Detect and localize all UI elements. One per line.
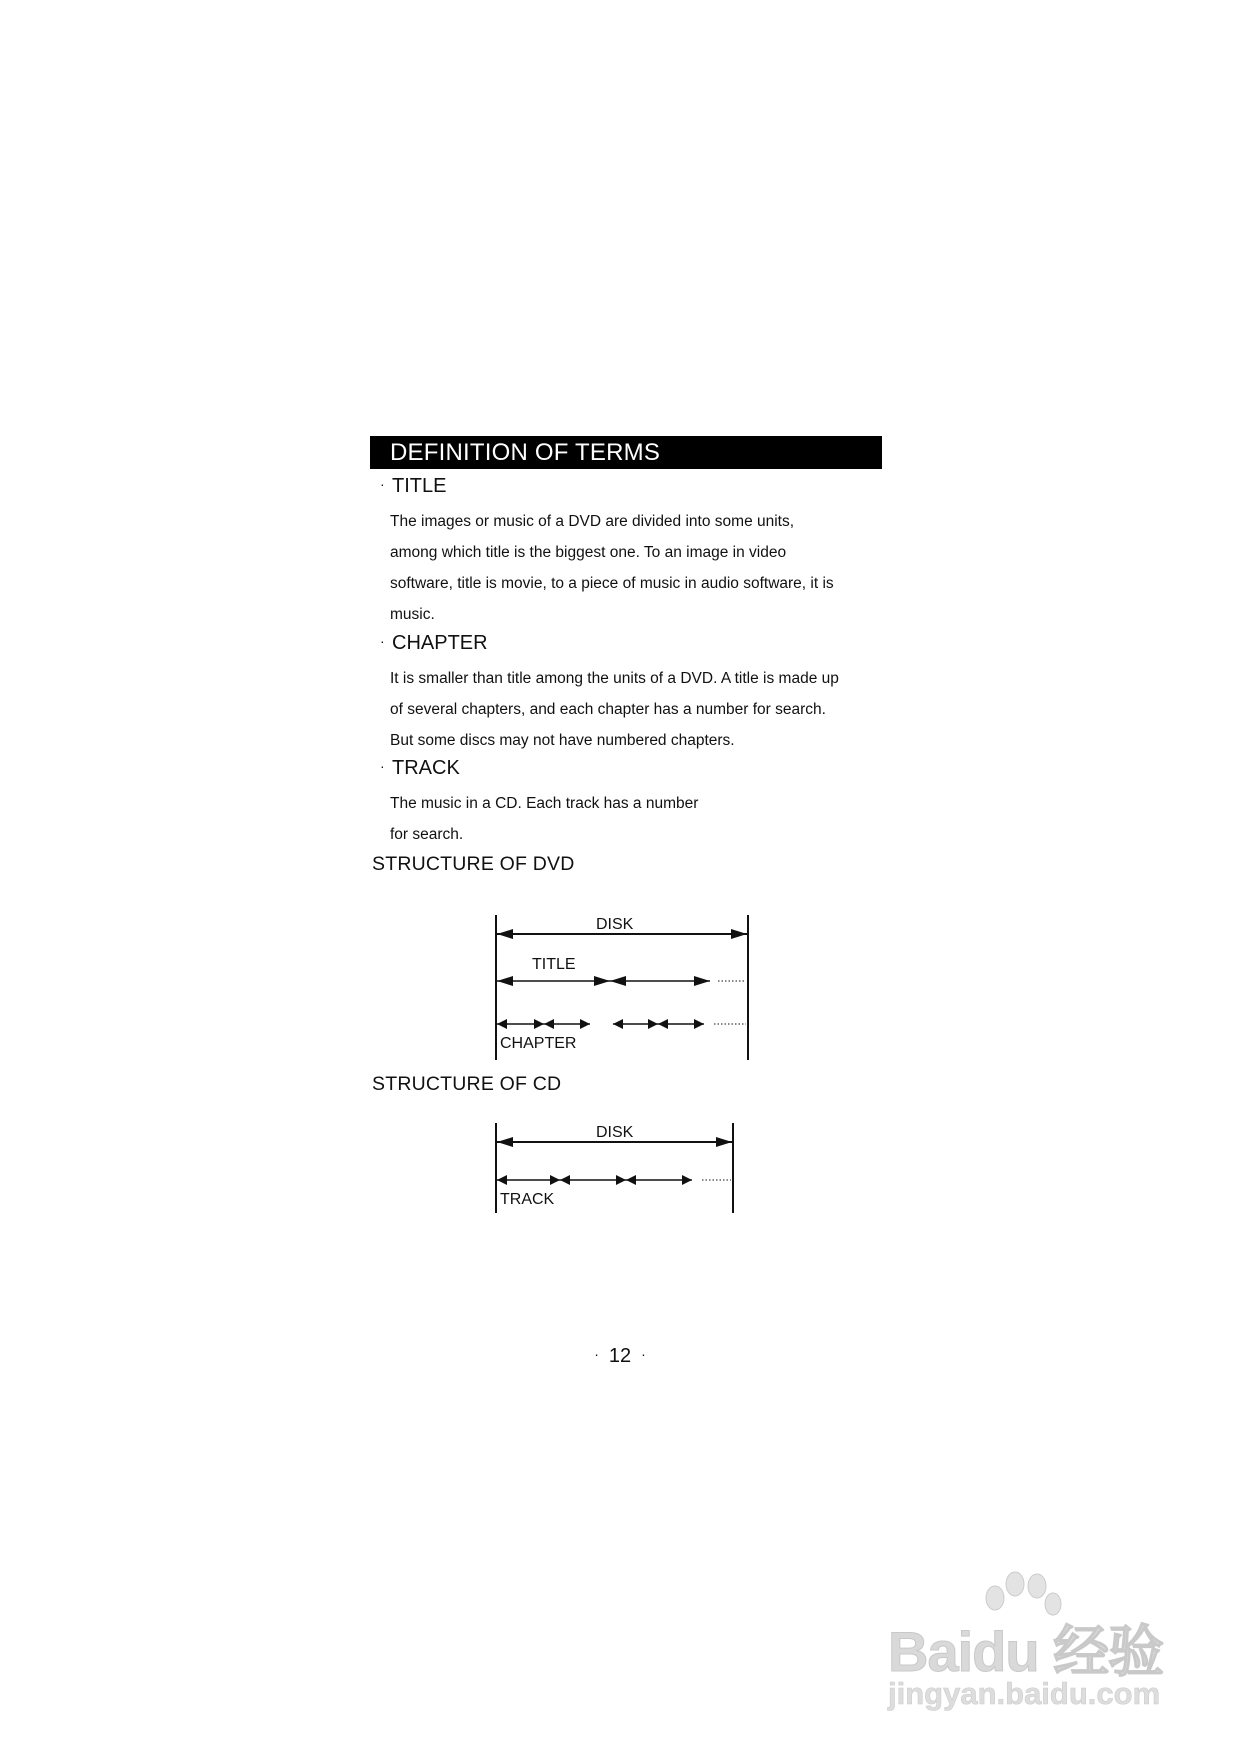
section-title: DEFINITION OF TERMS [390,439,661,466]
page-number [0,1345,1240,1368]
term-body-line: of several chapters, and each chapter has a number for search. [390,701,826,718]
dvd-title-label: TITLE [532,956,576,973]
dvd-chapter-label: CHAPTER [500,1035,577,1052]
term-body-line: The music in a CD. Each track has a number [390,795,699,812]
term-body-line: It is smaller than title among the units of a DVD. A title is made up [390,670,839,687]
term-body-line: software, title is movie, to a piece of music in audio software, it is [390,575,834,592]
term-body-line: among which title is the biggest one. To an image in video [390,544,787,561]
cd-structure-heading: STRUCTURE OF CD [372,1073,562,1095]
term-name: TITLE [392,475,447,497]
page-number-dot: · [594,1346,599,1362]
term-body-line: for search. [390,826,464,843]
term-body-line: The images or music of a DVD are divided into some units, [390,513,795,530]
term-name: TRACK [392,757,460,779]
watermark-url: jingyan.baidu.com [888,1676,1161,1711]
bullet-dot: · [380,476,385,492]
bullet-dot: · [380,758,385,774]
page-number-dot: · [641,1346,646,1362]
cd-track-label: TRACK [500,1191,555,1208]
term-body-line: music. [390,606,435,623]
dvd-disk-label: DISK [596,916,634,933]
cd-disk-label: DISK [596,1124,634,1141]
dvd-structure-diagram [496,915,748,1060]
term-name: CHAPTER [392,632,488,654]
page-number-value: 12 [608,1345,632,1367]
term-body-line: But some discs may not have numbered chapters. [390,732,735,749]
watermark-brand: Baidu 经验 [888,1620,1164,1683]
baidu-watermark [880,1568,1180,1718]
cd-structure-diagram [496,1123,733,1213]
dvd-structure-heading: STRUCTURE OF DVD [372,853,575,875]
bullet-dot: · [380,633,385,649]
